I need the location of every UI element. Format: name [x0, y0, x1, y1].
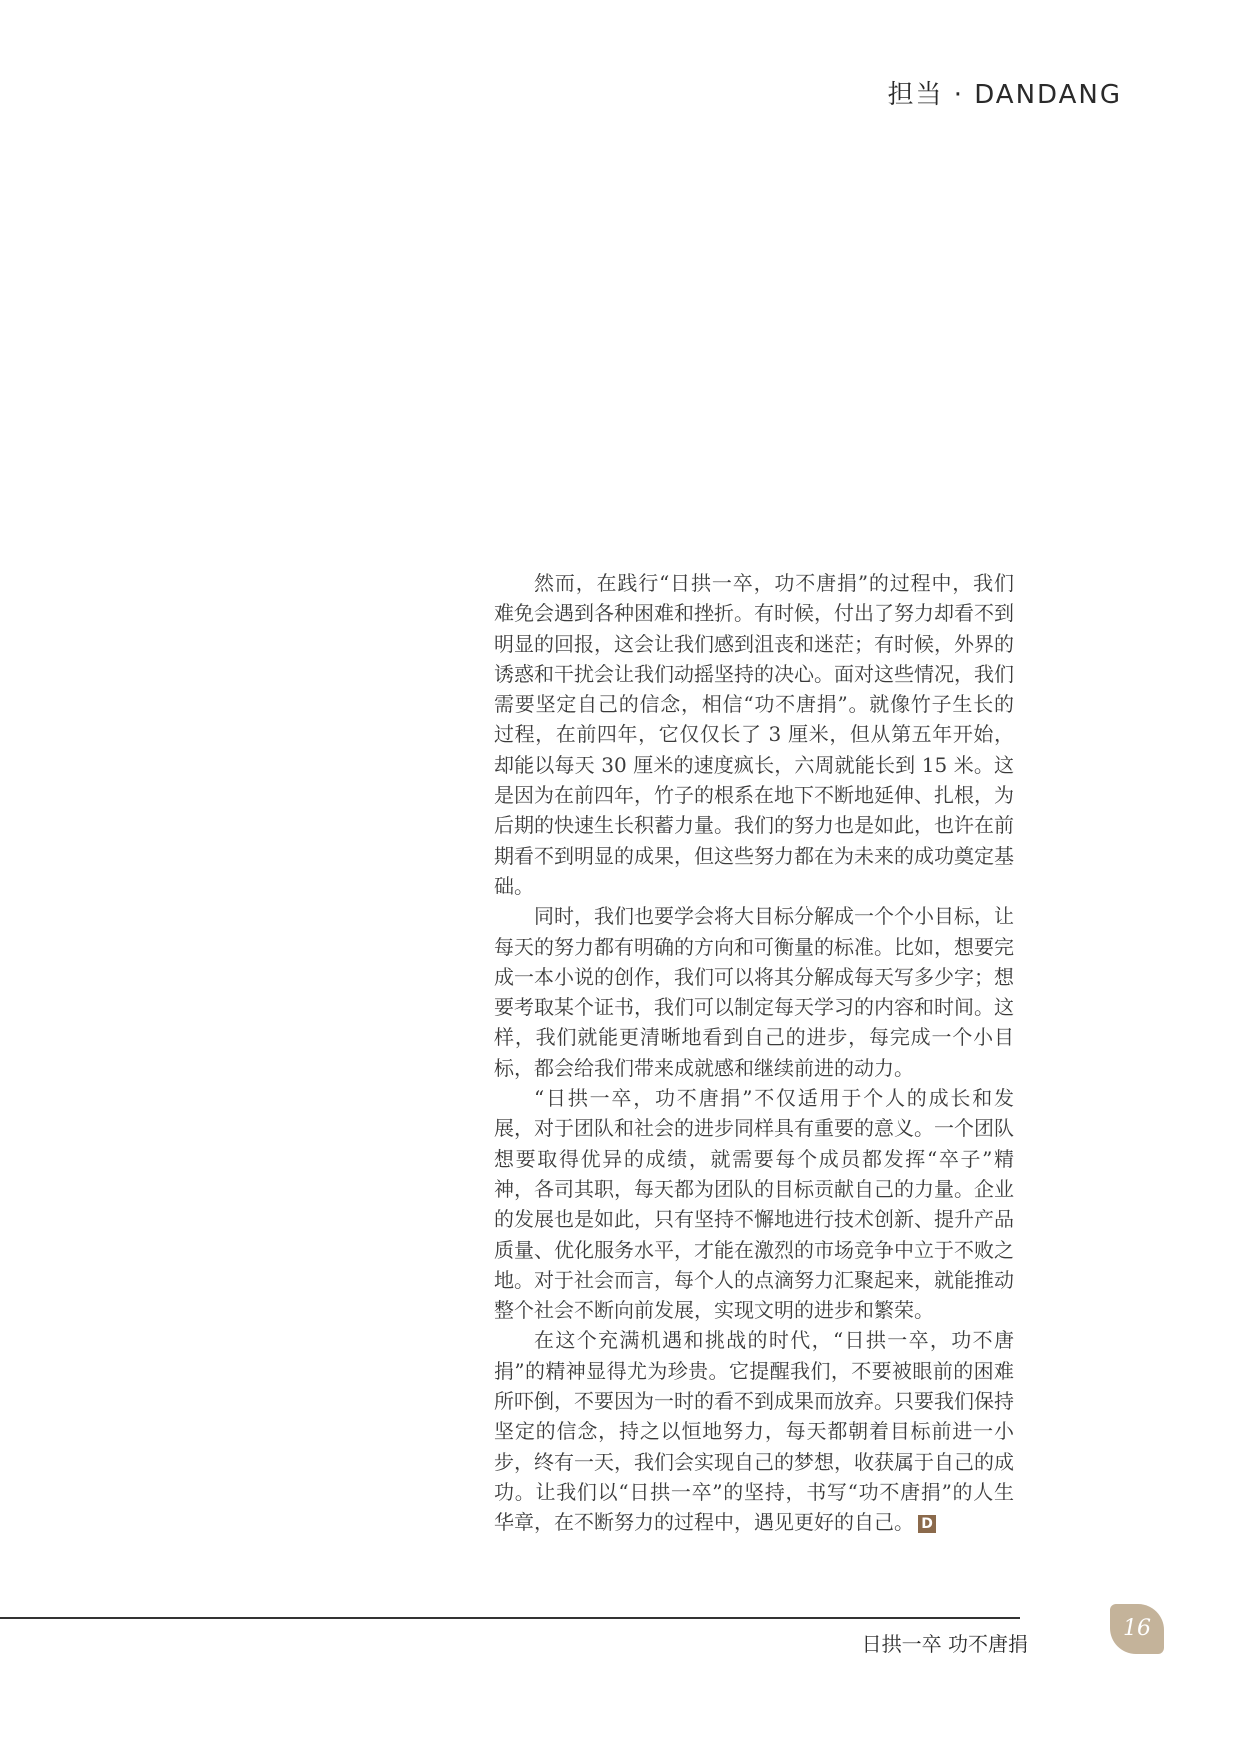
page-number: 16	[1123, 1616, 1151, 1641]
end-of-article-icon: D	[918, 1515, 936, 1533]
footer-divider	[0, 1617, 1020, 1619]
page-number-badge	[1110, 1604, 1164, 1654]
section-header: 担当 · DANDANG	[887, 80, 1122, 110]
article-paragraph-3: “日拱一卒，功不唐捐”不仅适用于个人的成长和发展，对于团队和社会的进步同样具有重要的意义。一个团队想要取得优异的成绩，就需要每个成员都发挥“卒子”精神，各司其职，每天都为团队的目标贡献自己的力量。企业的发展也是如此，只有坚持不懈地进行技术创新、提升产品质量、优化服务水平，才能在激烈的市场竞争中立于不败之地。对于社会而言，每个人的点滴努力汇聚起来，就能推动整个社会不断向前发展，实现文明的进步和繁荣。	[494, 1086, 1014, 1323]
article-paragraph-4	[494, 1325, 1014, 1537]
article-body	[494, 568, 1014, 1538]
article-paragraph-1: 然而，在践行“日拱一卒，功不唐捐”的过程中，我们难免会遇到各种困难和挫折。有时候，付出了努力却看不到明显的回报，这会让我们感到沮丧和迷茫；有时候，外界的诱惑和干扰会让我们动摇坚持的决心。面对这些情况，我们需要坚定自己的信念，相信“功不唐捐”。就像竹子生长的过程，在前四年，它仅仅长了 3 厘米，但从第五年开始，却能以每天 30 厘米的速度疯长，六周就能长到 15 米。这是因为在前四年，竹子的根系在地下不断地延伸、扎根，为后期的快速生长积蓄力量。我们的努力也是如此，也许在前期看不到明显的成果，但这些努力都在为未来的成功奠定基础。	[494, 571, 1014, 898]
article-paragraph-4-text: 在这个充满机遇和挑战的时代，“日拱一卒，功不唐捐”的精神显得尤为珍贵。它提醒我们，不要被眼前的困难所吓倒，不要因为一时的看不到成果而放弃。只要我们保持坚定的信念，持之以恒地努力，每天都朝着目标前进一小步，终有一天，我们会实现自己的梦想，收获属于自己的成功。让我们以“日拱一卒”的坚持，书写“功不唐捐”的人生华章，在不断努力的过程中，遇见更好的自己。	[494, 1328, 1014, 1535]
running-footer-title: 日拱一卒 功不唐捐	[861, 1632, 1028, 1656]
article-paragraph-2: 同时，我们也要学会将大目标分解成一个个小目标，让每天的努力都有明确的方向和可衡量的标准。比如，想要完成一本小说的创作，我们可以将其分解成每天写多少字；想要考取某个证书，我们可以制定每天学习的内容和时间。这样，我们就能更清晰地看到自己的进步，每完成一个小目标，都会给我们带来成就感和继续前进的动力。	[494, 904, 1014, 1080]
